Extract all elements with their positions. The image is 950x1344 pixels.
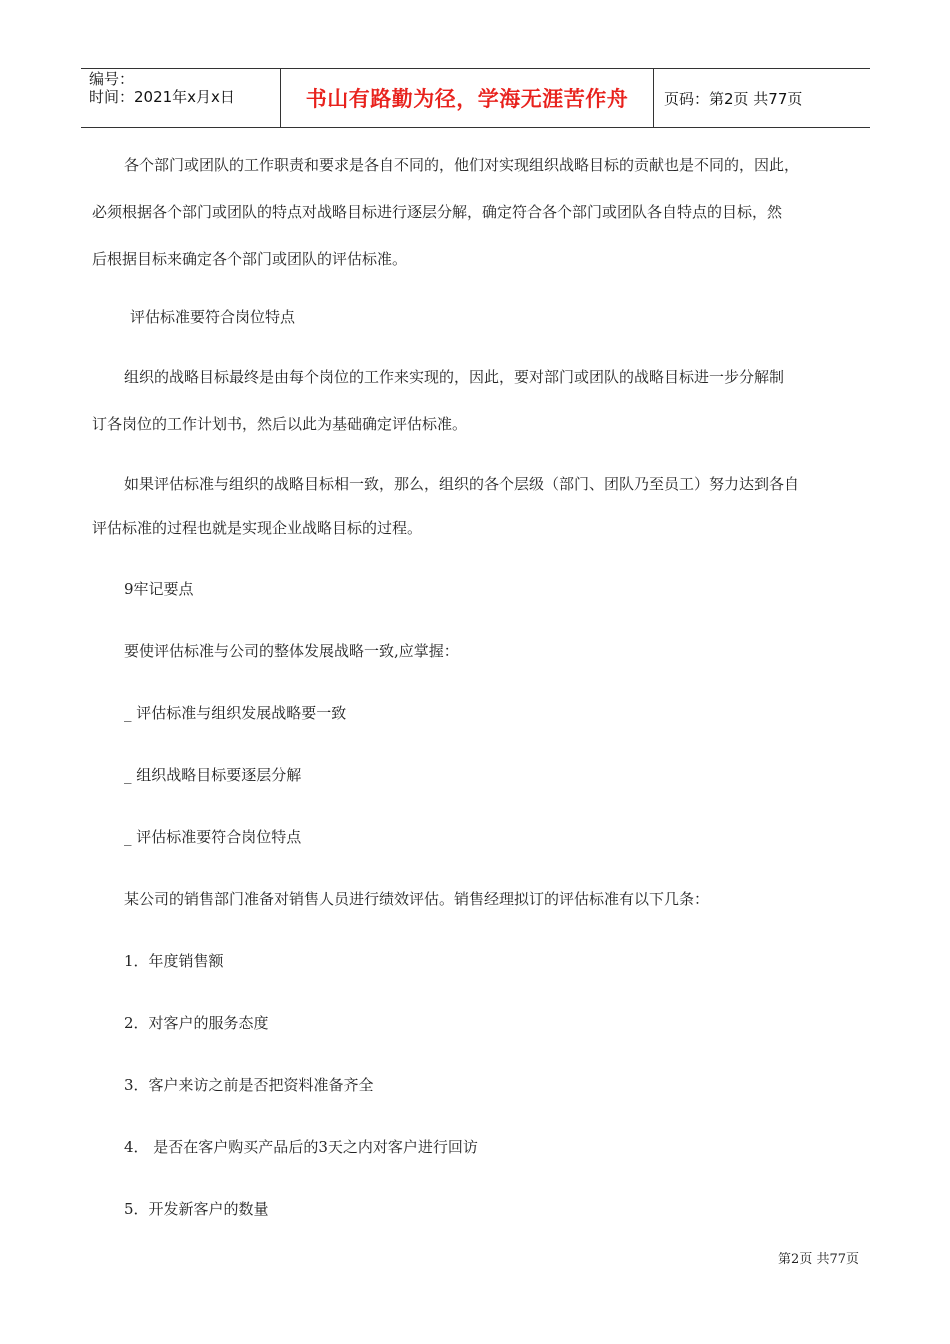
list-item: _ 评估标准与组织发展战略要一致 — [124, 704, 347, 722]
paragraph-1-line-3: 后根据目标来确定各个部门或团队的评估标准。 — [92, 250, 408, 268]
section-heading-2: 9牢记要点 — [124, 580, 194, 598]
date-label: 时间：2021年x月x日 — [89, 88, 235, 106]
header-motto: 书山有路勤为径，学海无涯苦作舟 — [281, 69, 654, 127]
paragraph-1 — [92, 158, 860, 173]
paragraph-1-line-2: 必须根据各个部门或团队的特点对战略目标进行逐层分解，确定符合各个部门或团队各自特点的目标，然 — [92, 203, 783, 221]
paragraph-2-line-2: 订各岗位的工作计划书，然后以此为基础确定评估标准。 — [92, 415, 468, 433]
serial-number-label: 编号： — [89, 70, 135, 88]
paragraph-3-line-1: 如果评估标准与组织的战略目标相一致，那么，组织的各个层级（部门、团队乃至员工）努力达到各自 — [124, 475, 800, 493]
header-info-cell — [81, 69, 281, 127]
list-item: 2．对客户的服务态度 — [124, 1014, 269, 1032]
paragraph-1-line-1: 各个部门或团队的工作职责和要求是各自不同的，他们对实现组织战略目标的贡献也是不同的，因此， — [124, 156, 800, 174]
list-item: _ 组织战略目标要逐层分解 — [124, 766, 302, 784]
header-page-number: 页码：第2页 共77页 — [664, 89, 803, 108]
list-item: 5．开发新客户的数量 — [124, 1200, 269, 1218]
paragraph-2-line-1: 组织的战略目标最终是由每个岗位的工作来实现的，因此，要对部门或团队的战略目标进一步分解制 — [124, 368, 785, 386]
paragraph-3-line-2: 评估标准的过程也就是实现企业战略目标的过程。 — [92, 519, 423, 537]
list-item: 1．年度销售额 — [124, 952, 224, 970]
section-heading-1: 评估标准要符合岗位特点 — [130, 308, 296, 326]
page-header — [81, 68, 870, 128]
list-item: _ 评估标准要符合岗位特点 — [124, 828, 302, 846]
page-footer: 第2页 共77页 — [778, 1252, 859, 1267]
list-item: 4． 是否在客户购买产品后的3天之内对客户进行回访 — [124, 1138, 478, 1156]
list-item: 3．客户来访之前是否把资料准备齐全 — [124, 1076, 374, 1094]
intro-text: 要使评估标准与公司的整体发展战略一致,应掌握： — [124, 642, 459, 660]
case-intro: 某公司的销售部门准备对销售人员进行绩效评估。销售经理拟订的评估标准有以下几条： — [124, 890, 710, 908]
